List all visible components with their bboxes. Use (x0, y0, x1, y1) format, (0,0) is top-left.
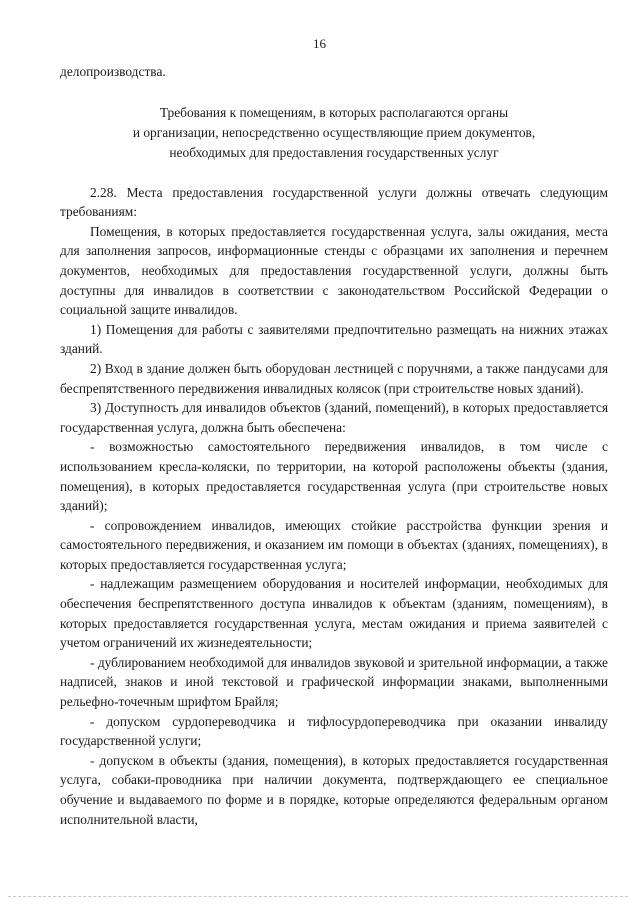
paragraph-item-2: 2) Вход в здание должен быть оборудован лестницей с поручнями, а также пандусами для беспрепятственного передвижения инвалидных колясок (при строительстве новых зданий). (60, 360, 608, 396)
paragraph-item-1: 1) Помещения для работы с заявителями предпочтительно размещать на нижних этажах зданий. (60, 321, 608, 357)
intro-continuation: делопроизводства. (60, 64, 166, 79)
list-item: - допуском сурдопереводчика и тифлосурдопереводчика при оказании инвалиду государственной услуги; (60, 713, 608, 749)
page-bottom-divider (8, 896, 628, 899)
section-heading-line: необходимых для предоставления государственных услуг (169, 144, 499, 160)
list-item: - надлежащим размещением оборудования и носителей информации, необходимых для обеспечения беспрепятственного доступа инвалидов к объектам (зданиям, помещениям), в которых предоставляется государственная услуга, местам ожидания и приема заявителей с учетом ограничений их жизнедеятельности; (60, 576, 608, 651)
list-item: - возможностью самостоятельного передвижения инвалидов, в том числе с использованием кресла-коляски, по территории, на которой расположены объекты (здания, помещения), в которых предоставляется государственная услуга (при строительстве новых зданий); (60, 439, 608, 514)
section-heading-line: и организации, непосредственно осуществляющие прием документов, (132, 124, 536, 140)
list-item: - дублированием необходимой для инвалидов звуковой и зрительной информации, а также надписей, знаков и иной текстовой и графической информации знаками, выполненными рельефно-точечным шрифтом Брайля; (60, 654, 608, 710)
paragraph-premises: Помещения, в которых предоставляется государственная услуга, залы ожидания, места для заполнения запросов, информационные стенды с образцами их заполнения и перечнем документов, необходимых для предоставления государственной услуги, должны быть доступны для инвалидов в соответствии с законодательством Российской Федерации о социальной защите инвалидов. (60, 223, 608, 318)
paragraph-2-28: 2.28. Места предоставления государственной услуги должны отвечать следующим требованиям: (60, 184, 608, 220)
page-number: 16 (313, 36, 326, 51)
section-heading (60, 103, 608, 163)
document-body (60, 62, 608, 829)
section-heading-line: Требования к помещениям, в которых располагаются органы (159, 104, 509, 120)
list-item: - допуском в объекты (здания, помещения), в которых предоставляется государственная услуга, собаки-проводника при наличии документа, подтверждающего ее специальное обучение и выдаваемого по форме и в порядке, которые определяются федеральным органом исполнительной власти, (60, 752, 608, 827)
paragraph-item-3: 3) Доступность для инвалидов объектов (зданий, помещений), в которых предоставляется государственная услуга, должна быть обеспечена: (60, 400, 608, 435)
list-item: - сопровождением инвалидов, имеющих стойкие расстройства функции зрения и самостоятельного передвижения, и оказанием им помощи в объектах (зданиях, помещениях), в которых предоставляется государственная услуга; (60, 517, 608, 572)
